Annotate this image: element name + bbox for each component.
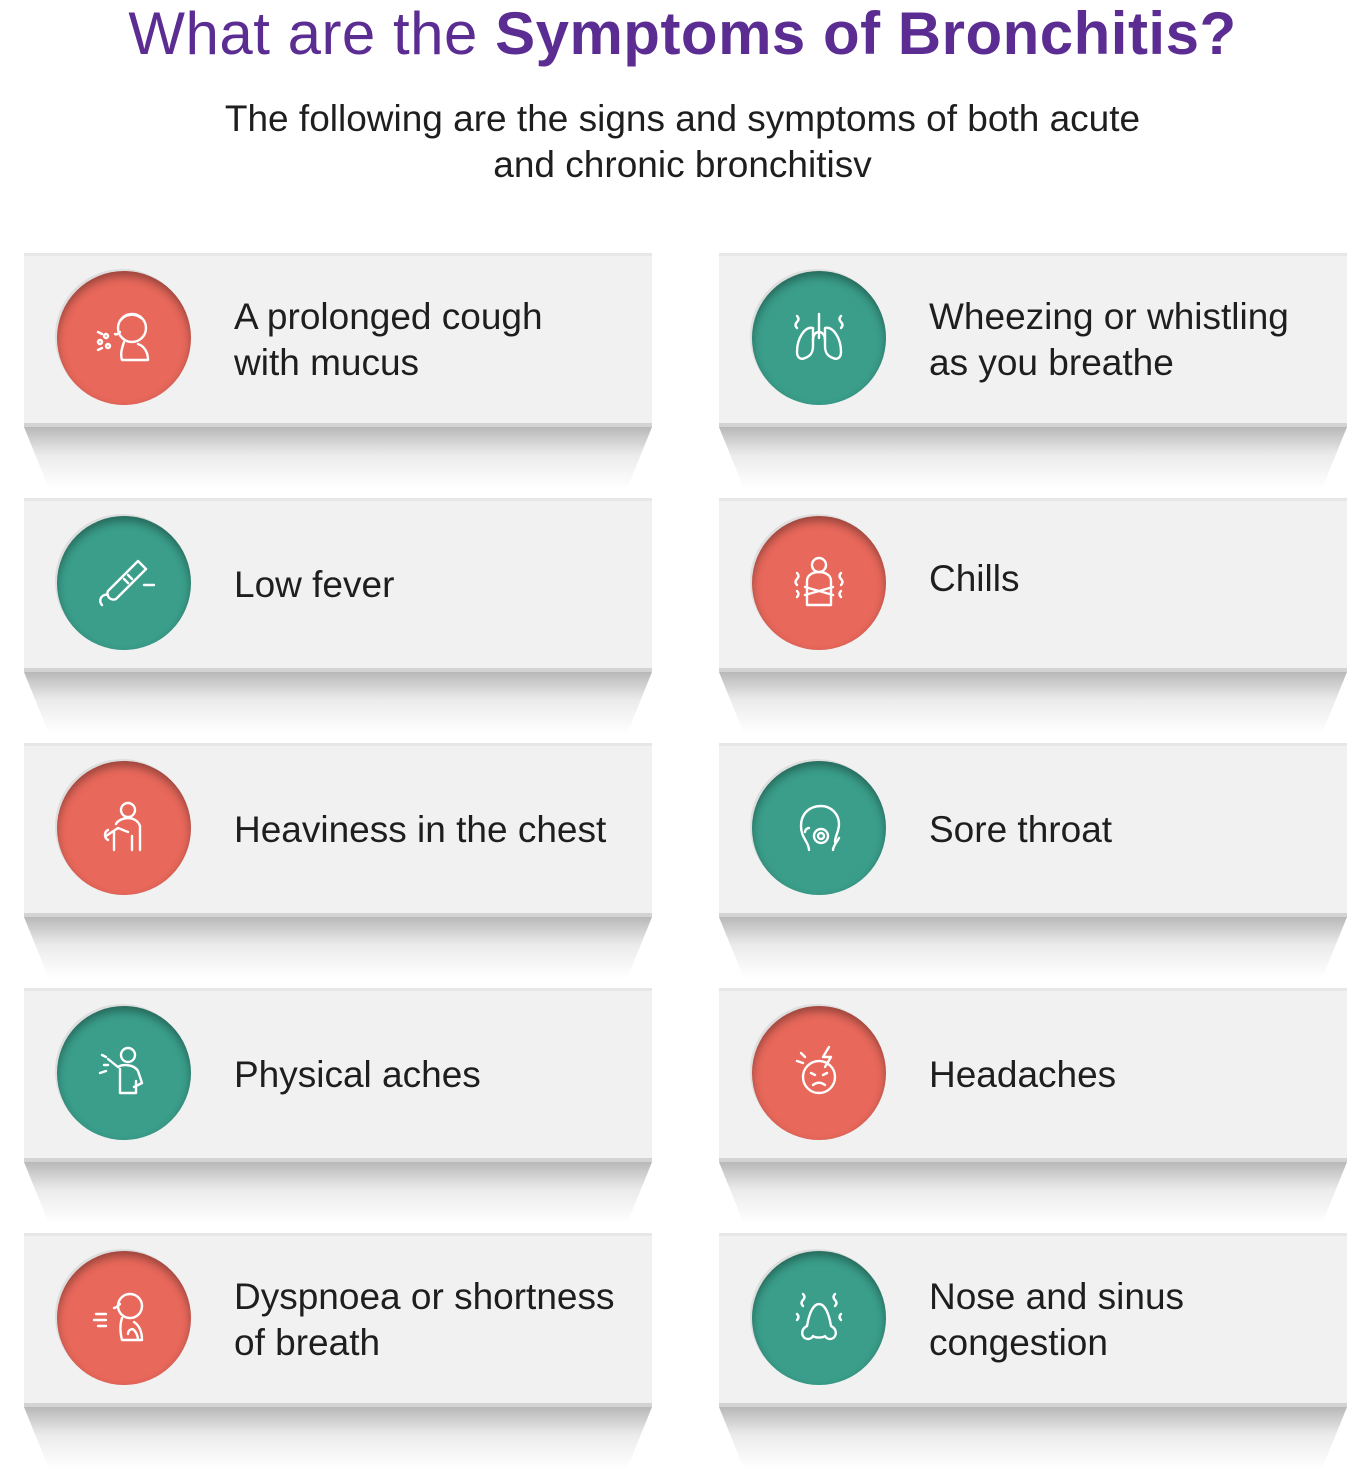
page-subtitle: The following are the signs and symptoms of both acute and chronic bronchitisv (224, 98, 1141, 185)
page-title (0, 0, 1365, 68)
symptom-card-aches (24, 988, 652, 1162)
symptom-card-dyspnoea (24, 1233, 652, 1407)
title-emphasis: Symptoms of Bronchitis? (495, 0, 1237, 67)
headache-icon (752, 1006, 886, 1140)
symptom-label: Chills (929, 558, 1020, 599)
symptom-card-cough (24, 253, 652, 427)
symptom-label: Low fever (234, 564, 395, 605)
symptom-label: Physical aches (234, 1054, 481, 1095)
card-shadow (719, 1407, 1347, 1469)
coughing-person-icon (57, 271, 191, 405)
symptom-card-chills (719, 498, 1347, 672)
shivering-person-icon (752, 516, 886, 650)
symptom-label: Dyspnoea or shortness of breath (234, 1276, 615, 1363)
symptom-label: Sore throat (929, 809, 1113, 850)
chest-pain-icon (57, 761, 191, 895)
symptom-card-fever (24, 498, 652, 672)
lungs-icon (752, 271, 886, 405)
thermometer-icon (57, 516, 191, 650)
symptom-card-wheezing (719, 253, 1347, 427)
card-shadow (719, 917, 1347, 979)
symptom-card-headaches (719, 988, 1347, 1162)
nose-congestion-icon (752, 1251, 886, 1385)
symptom-label: A prolonged cough with mucus (234, 296, 543, 383)
body-ache-icon (57, 1006, 191, 1140)
symptom-label: Headaches (929, 1054, 1117, 1095)
symptom-label: Heaviness in the chest (234, 809, 607, 850)
sore-throat-icon (752, 761, 886, 895)
symptom-card-nose (719, 1233, 1347, 1407)
title-prefix: What are the (128, 0, 496, 67)
symptom-card-throat (719, 743, 1347, 917)
card-shadow (24, 1407, 652, 1469)
card-shadow (24, 672, 652, 734)
shortness-of-breath-icon (57, 1251, 191, 1385)
symptom-card-chest (24, 743, 652, 917)
card-shadow (719, 672, 1347, 734)
card-shadow (24, 917, 652, 979)
card-shadow (719, 427, 1347, 489)
symptom-label: Wheezing or whistling as you breathe (929, 296, 1289, 383)
card-shadow (24, 1162, 652, 1224)
card-shadow (24, 427, 652, 489)
card-shadow (719, 1162, 1347, 1224)
symptom-label: Nose and sinus congestion (929, 1276, 1185, 1363)
